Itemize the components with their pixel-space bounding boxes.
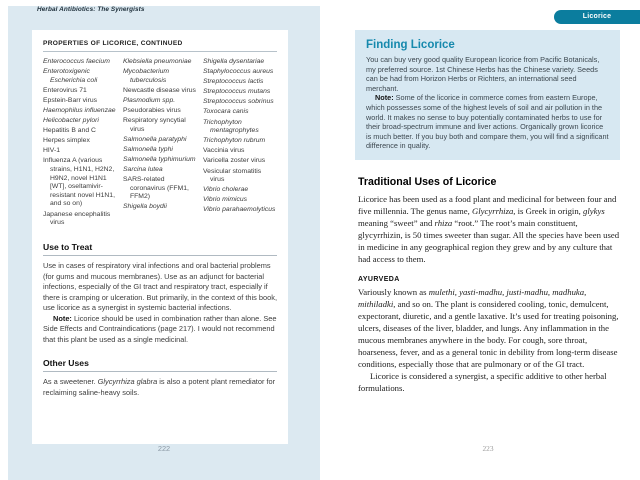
species-item: Influenza A (various strains, H1N1, H2N2, H9N2, novel H1N1 [WT], oseltamivir-resistant novel H1N1, and so on) xyxy=(43,157,115,208)
ayurveda-body-2: Licorice is considered a synergist, a specific additive to other herbal formulations. xyxy=(358,371,607,394)
page-number-left: 222 xyxy=(157,444,171,453)
species-item: Streptococcus mutans xyxy=(203,88,271,96)
species-column-1 xyxy=(43,58,117,229)
note-label: Note: xyxy=(53,313,72,323)
running-head: Herbal Antibiotics: The Synergists xyxy=(37,6,145,13)
species-item: Vesicular stomatitis virus xyxy=(203,167,262,184)
traditional-uses-body: Licorice has been used as a food plant and medicinal for between four and five millennia. The genus name, Glycyrrhiza, is Greek in origin, glykys meaning “sweet” and rhiza “root.” The root’s main constituent, glycyrrhizin, is 50 times sweeter than sugar. All the species have been used in medicine in any geographical region they grew and by any culture that had access to them. xyxy=(358,194,620,265)
use-to-treat-note: Note: Licorice should be used in combination rather than alone. See Side Effects and Contraindications (page 217). I would not recommend that this plant be used as a single medicinal. xyxy=(43,313,277,344)
species-item: Shigella boydii xyxy=(123,203,167,211)
left-page xyxy=(8,6,320,480)
species-item: Vibrio mimicus xyxy=(203,196,248,204)
species-item: Epstein-Barr virus xyxy=(43,96,98,104)
page-number-right: 223 xyxy=(482,444,494,453)
species-item: Vaccinia virus xyxy=(203,147,245,155)
ayurveda-heading: AYURVEDA xyxy=(358,275,400,283)
use-to-treat-heading: Use to Treat xyxy=(43,242,277,256)
finding-licorice-note: Note: Some of the licorice in commerce comes from eastern Europe, which possesses some of the highest levels of soil and air pollution in the world. It makes no sense to buy potentially contaminated herbs to use for their broad-spectrum immune and liver actions. Organically grown licorice is much better. If you buy both and compare them, you will find a significant difference in quality. xyxy=(366,93,609,151)
other-uses-body: As a sweetener. Glycyrrhiza glabra is also a potent plant remediator for reclaiming saline-heavy soils. xyxy=(43,377,276,397)
species-item: Herpes simplex xyxy=(43,137,90,145)
species-item: Sarcina lutea xyxy=(123,166,163,174)
species-item: Streptococcus lactis xyxy=(203,78,264,86)
species-item: Respiratory syncytial virus xyxy=(123,117,186,133)
species-item: Trichophyton mentagrophytes xyxy=(203,118,259,135)
species-item: Streptococcus sobrinus xyxy=(203,98,274,106)
species-item: SARS-related coronavirus (FFM1, FFM2) xyxy=(123,176,189,201)
species-item: Mycobacterium tuberculosis xyxy=(123,68,170,84)
species-columns xyxy=(43,58,277,229)
species-item: Japanese encephalitis virus xyxy=(43,210,111,227)
species-item: Pseudorabies virus xyxy=(123,106,181,114)
species-item: Enterovirus 71 xyxy=(43,86,87,94)
species-item: Haemophilus influenzae xyxy=(43,106,116,114)
species-item: Staphylococcus aureus xyxy=(203,68,274,76)
traditional-uses-heading: Traditional Uses of Licorice xyxy=(358,176,497,188)
finding-licorice-box xyxy=(355,30,620,160)
species-item: Enterococcus faecium xyxy=(43,58,110,65)
species-column-2 xyxy=(123,58,197,229)
species-item: Salmonella paratyphi xyxy=(123,135,187,143)
species-item: Trichophyton rubrum xyxy=(203,137,266,145)
note-label: Note: xyxy=(375,93,394,103)
species-item: Shigella dysentariae xyxy=(203,58,265,65)
species-item: Salmonella typhi xyxy=(123,145,173,153)
species-item: HIV-1 xyxy=(43,147,60,155)
licorice-chapter-tab: Licorice xyxy=(554,10,640,24)
species-item: Klebsiella pneumoniae xyxy=(123,58,192,65)
right-page-content xyxy=(358,176,622,394)
species-item: Varicella zoster virus xyxy=(203,157,266,165)
species-item: Vibrio cholerae xyxy=(203,186,249,194)
finding-licorice-para: You can buy very good quality European licorice from Pacific Botanicals, my preferred source. 1st Chinese Herbs has the Chinese variety. Seeds can be had from Horizon Herbs or Richters, an international seed merchant. xyxy=(366,55,600,93)
species-item: Hepatitis B and C xyxy=(43,127,96,135)
species-item: Enterotoxigenic Escherichia coli xyxy=(43,68,98,84)
properties-title: PROPERTIES OF LICORICE, CONTINUED xyxy=(43,40,277,52)
species-item: Helicobacter pylori xyxy=(43,117,99,125)
finding-licorice-title: Finding Licorice xyxy=(366,39,455,51)
species-item: Salmonella typhimurium xyxy=(123,155,196,163)
species-item: Toxocara canis xyxy=(203,108,249,116)
species-item: Vibrio parahaemolyticus xyxy=(203,206,276,214)
species-item: Newcastle disease virus xyxy=(123,86,196,94)
other-uses-heading: Other Uses xyxy=(43,358,277,372)
species-column-3 xyxy=(203,58,277,229)
ayurveda-body: Variously known as mulethi, yasti-madhu, justi-madhu, madhuka, mithiladki, and so on. The plant is considered cooling, tonic, demulcent, expectorant, diuretic, and a gentle laxative. It’s used for treating poisoning, ulcers, diseases of the liver, bladder, and lungs. Any inflammation in the mucous membranes anywhere in the body. For cough, sore throat, hoarseness, fever, and as a general tonic in debility from long-term disease conditions, especially those that are pulmonary or of the GI tract. xyxy=(358,286,619,370)
use-to-treat-body: Use in cases of respiratory viral infections and oral bacterial problems (for gums and mucous membranes). Use as an adjunct for bacterial infections, especially of the GI tract and respiratory tract, especially if there is cramping or ulceration. But primarily, in the context of this book, use licorice as a synergist in systemic bacterial infections. xyxy=(43,261,278,313)
properties-box xyxy=(32,30,288,444)
species-item: Plasmodium spp. xyxy=(123,96,176,104)
